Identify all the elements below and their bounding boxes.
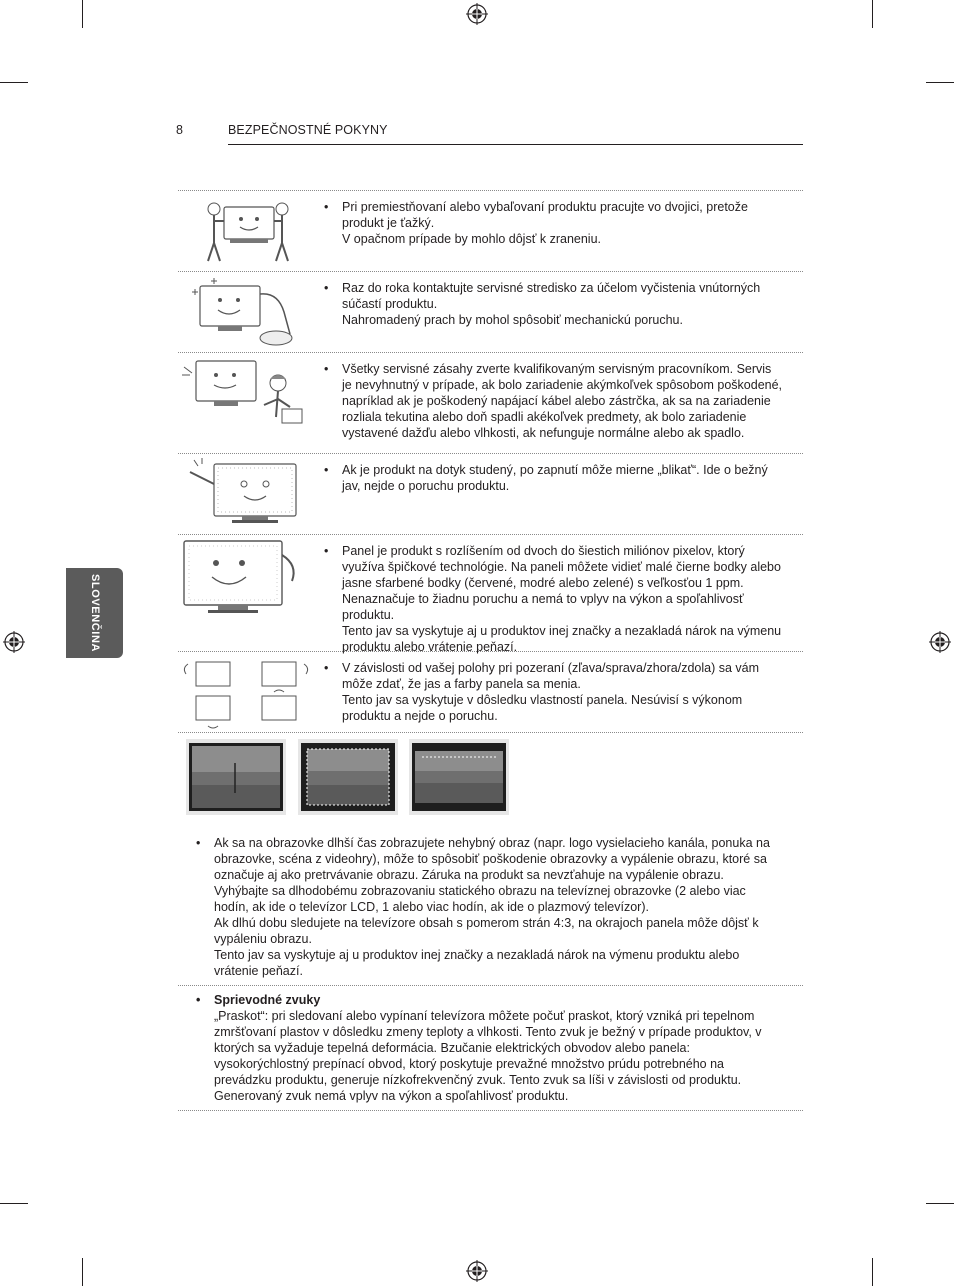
tv-panel-pixels-icon [178, 535, 320, 651]
section-heading: Sprievodné zvuky [214, 993, 321, 1007]
paragraph: V opačnom prípade by mohlo dôjsť k zraneniu. [342, 232, 602, 246]
safety-row [178, 534, 803, 654]
paragraph: V závislosti od vašej polohy pri pozeraní (zľava/sprava/zhora/zdola) sa vám môže zdať, že jas a farby panela sa menia. [342, 661, 760, 691]
list-item: • Sprievodné zvuky „Praskot“: pri sledovaní alebo vypínaní televízora môžete počuť praskot, ktorý vzniká pri tepelnom zmršťovaní plastov v dôsledku zmeny teploty a vlhkosti. Tento zvuk je bežný v prípade produktov, v ktorých sa vyžaduje tepelná deformácia. Bzučanie elektrických obvodov alebo panela: vysokorýchlostný prepínací obvod, ktorý poskytuje prevažné množstvo prúdu potrebného na prevádzku produktu, generuje nízkofrekvenčný zvuk. Tento zvuk sa líši v závislosti od produktu. Generovaný zvuk nemá vplyv na výkon a spoľahlivosť produktu. [178, 986, 803, 1110]
crop-mark [82, 0, 83, 28]
image-burn-example-photo [298, 739, 398, 815]
paragraph: Tento jav sa vyskytuje aj u produktov inej značky a nezakladá nárok na výmenu produktu alebo vrátenie peňazí. [342, 624, 782, 654]
registration-mark-icon [466, 3, 488, 25]
registration-mark-icon [466, 1260, 488, 1282]
paragraph: Panel je produkt s rozlíšením od dvoch do šiestich miliónov pixelov, ktorý využíva špičkové technológie. Na paneli môžete vidieť malé čierne bodky alebo jasne sfarbené bodky (červené, modré alebo zelené) s veľkosťou 1 ppm. Nenaznačuje to žiadnu poruchu a nemá to vplyv na výkon a spoľahlivosť produktu. [342, 544, 781, 622]
safety-content [178, 190, 803, 1111]
section-divider [178, 1110, 803, 1111]
safety-row [178, 190, 803, 271]
image-burn-section [178, 825, 803, 985]
tv-vacuum-cleaner-icon [178, 272, 320, 352]
list-item: • Panel je produkt s rozlíšením od dvoch do šiestich miliónov pixelov, ktorý využíva špičkové technológie. Na paneli môžete vidieť malé čierne bodky alebo jasne sfarbené bodky (červené, modré alebo zelené) s veľkosťou 1 ppm. Nenaznačuje to žiadnu poruchu a nemá to vplyv na výkon a spoľahlivosť produktu. Tento jav sa vyskytuje aj u produktov inej značky a nezakladá nárok na výmenu produktu alebo vrátenie peňazí. [324, 544, 782, 654]
list-item: • V závislosti od vašej polohy pri pozeraní (zľava/sprava/zhora/zdola) sa vám môže zdať, že jas a farby panela sa menia. Tento jav sa vyskytuje v dôsledku vlastností panela. Nesúvisí s výkonom produktu a nejde o poruchu. [320, 660, 783, 724]
crop-mark [872, 1258, 873, 1286]
safety-row [178, 453, 803, 534]
sounds-section [178, 985, 803, 1110]
paragraph: Ak dlhú dobu sledujete na televízore obsah s pomerom strán 4:3, na okrajoch panela môže dôjsť k vypáleniu obrazu. [214, 916, 759, 946]
paragraph: Raz do roka kontaktujte servisné stredisko za účelom vyčistenia vnútorných súčastí produktu. [342, 281, 761, 311]
crop-mark [872, 0, 873, 28]
viewing-angle-tvs-icon [178, 652, 320, 732]
cold-tv-flicker-icon [178, 454, 320, 534]
image-burn-examples [178, 732, 803, 825]
list-item: • Pri premiestňovaní alebo vybaľovaní produktu pracujte vo dvojici, pretože produkt je ťažký. V opačnom prípade by mohlo dôjsť k zraneniu. [320, 199, 783, 247]
safety-row [178, 352, 803, 453]
list-item: • Všetky servisné zásahy zverte kvalifikovaným servisným pracovníkom. Servis je nevyhnutný v prípade, ak bolo zariadenie akýmkoľvek spôsobom poškodené, napríklad ak je poškodený napájací kábel alebo zástrčka, ak sa na zariadenie rozliala tekutina alebo doň spadli akékoľvek predmety, ak bolo zariadenie vystavené dažďu alebo vlhkosti, ak nefunguje normálne alebo ak spadlo. [324, 362, 783, 440]
list-item: • Raz do roka kontaktujte servisné stredisko za účelom vyčistenia vnútorných súčastí produktu. Nahromadený prach by mohol spôsobiť mechanickú poruchu. [320, 280, 783, 328]
paragraph: Pri premiestňovaní alebo vybaľovaní produktu pracujte vo dvojici, pretože produkt je ťažký. [342, 200, 748, 230]
crop-mark [82, 1258, 83, 1286]
language-tab [66, 568, 123, 658]
page-title: BEZPEČNOSTNÉ POKYNY [228, 123, 388, 137]
paragraph: Nahromadený prach by mohol spôsobiť mechanickú poruchu. [342, 313, 683, 327]
language-tab-label: SLOVENČINA [88, 573, 101, 653]
paragraph: Všetky servisné zásahy zverte kvalifikovaným servisným pracovníkom. Servis je nevyhnutný v prípade, ak bolo zariadenie akýmkoľvek spôsobom poškodené, napríklad ak je poškodený napájací kábel alebo zástrčka, ak sa na zariadenie rozliala tekutina alebo doň spadli akékoľvek predmety, ak bolo zariadenie vystavené dažďu alebo vlhkosti, ak nefunguje normálne alebo ak spadlo. [342, 362, 783, 440]
image-burn-example-photo [409, 739, 509, 815]
image-burn-example-photo [186, 739, 286, 815]
paragraph: Generovaný zvuk nemá vplyv na výkon a spoľahlivosť produktu. [214, 1089, 569, 1103]
tv-service-technician-icon [178, 353, 320, 453]
crop-mark [926, 82, 954, 83]
list-item: • Ak sa na obrazovke dlhší čas zobrazujete nehybný obraz (napr. logo vysielacieho kanála, ponuka na obrazovke, scéna z videohry), môže to spôsobiť poškodenie obrazovky a vypálenie obrazu, ktoré sa označuje aj ako pretrvávanie obrazu. Záruka na produkt sa nevzťahuje na vypálenie obrazu. Vyhýbajte sa dlhodobému zobrazovaniu statického obrazu na televíznej obrazovke (2 alebo viac hodín, ak ide o televízor LCD, 1 alebo viac hodín, ak ide o plazmový televízor). Ak dlhú dobu sledujete na televízore obsah s pomerom strán 4:3, na okrajoch panela môže dôjsť k vypáleniu obrazu. Tento jav sa vyskytuje aj u produktov inej značky a nezakladá nárok na výmenu produktu alebo vrátenie peňazí. [178, 825, 803, 985]
crop-mark [0, 82, 28, 83]
registration-mark-icon [929, 631, 951, 653]
two-people-carrying-tv-icon [178, 191, 320, 271]
paragraph: Ak sa na obrazovke dlhší čas zobrazujete nehybný obraz (napr. logo vysielacieho kanála, ponuka na obrazovke, scéna z videohry), môže to spôsobiť poškodenie obrazovky a vypálenie obrazu, ktoré sa označuje aj ako pretrvávanie obrazu. Záruka na produkt sa nevzťahuje na vypálenie obrazu. [214, 836, 770, 882]
safety-row [178, 651, 803, 732]
paragraph: Tento jav sa vyskytuje aj u produktov inej značky a nezakladá nárok na výmenu produktu alebo vrátenie peňazí. [214, 948, 740, 978]
header-divider [228, 144, 803, 145]
paragraph: Vyhýbajte sa dlhodobému zobrazovaniu statického obrazu na televíznej obrazovke (2 alebo viac hodín, ak ide o televízor LCD, 1 alebo viac hodín, ak ide o plazmový televízor). [214, 884, 746, 914]
crop-mark [926, 1203, 954, 1204]
crop-mark [0, 1203, 28, 1204]
page-number: 8 [176, 123, 183, 137]
paragraph: Ak je produkt na dotyk studený, po zapnutí môže mierne „blikať“. Ide o bežný jav, nejde o poruchu produktu. [342, 463, 768, 493]
paragraph: Tento jav sa vyskytuje v dôsledku vlastností panela. Nesúvisí s výkonom produktu a nejde o poruchu. [342, 693, 743, 723]
list-item: • Ak je produkt na dotyk studený, po zapnutí môže mierne „blikať“. Ide o bežný jav, nejde o poruchu produktu. [320, 462, 783, 494]
safety-row [178, 271, 803, 352]
registration-mark-icon [3, 631, 25, 653]
paragraph: „Praskot“: pri sledovaní alebo vypínaní televízora môžete počuť praskot, ktorý vzniká pri tepelnom zmršťovaní plastov v dôsledku zmeny teploty a vlhkosti. Tento zvuk je bežný v prípade produktov, v ktorých sa vyžaduje tepelná deformácia. Bzučanie elektrických obvodov alebo panela: vysokorýchlostný prepínací obvod, ktorý poskytuje prevažné množstvo prúdu potrebného na prevádzku produktu, generuje nízkofrekvenčný zvuk. Tento zvuk sa líši v závislosti od produktu. [214, 1009, 762, 1087]
